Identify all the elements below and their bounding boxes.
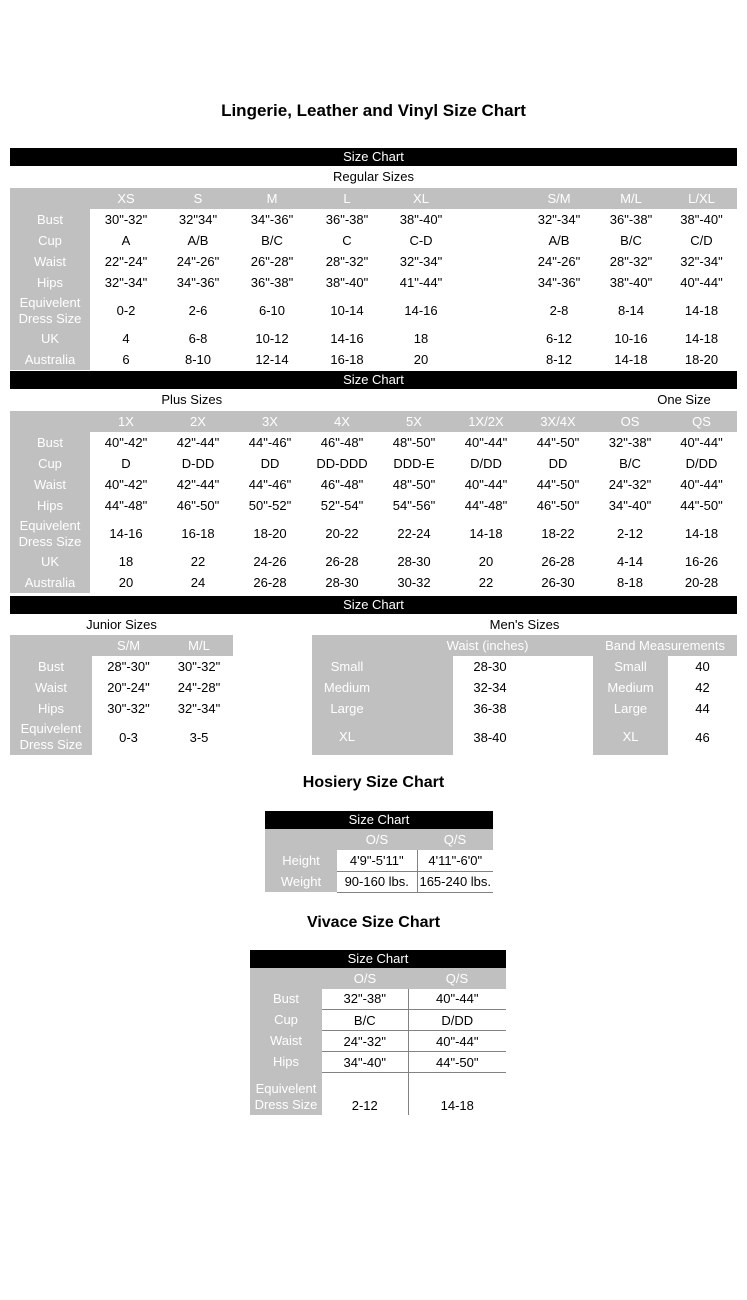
value-cell: 40"-44" [666,272,737,293]
column-header-5: XL [384,188,458,209]
value-cell: 20-28 [666,572,737,593]
row-label: Bust [10,432,90,453]
mens-sizes-title: Men's Sizes [489,617,560,632]
column-header-1: O/S [337,829,417,850]
column-header-3: M [234,188,310,209]
mens-row [312,698,737,719]
value-cell: 20-22 [306,516,378,551]
hosiery-title: Hosiery Size Chart [302,774,445,791]
row-label: Cup [10,230,90,251]
value-cell: 8-12 [522,349,596,370]
value-cell: 40"-44" [450,432,522,453]
filler-cell [382,719,453,755]
row-label: Hips [10,272,90,293]
column-header-3: 3X [234,411,306,432]
row-label: Bust [250,989,322,1010]
row-label: Hips [10,495,90,516]
value-cell: 26-30 [522,572,594,593]
band-value: 46 [668,719,737,755]
size-label: Large [312,698,382,719]
value-cell: 38"-40" [596,272,666,293]
value-cell: 32"-34" [666,251,737,272]
value-cell: DD [522,453,594,474]
plus-row [10,495,737,516]
value-cell: 10-16 [596,328,666,349]
value-cell: 44"-48" [90,495,162,516]
plus-row [10,551,737,572]
value-cell: 34"-40" [594,495,666,516]
value-cell: B/C [234,230,310,251]
filler-cell [527,677,593,698]
vivace-row [250,989,506,1010]
regular-sizes-label: Regular Sizes [333,169,414,184]
value-cell: 26-28 [306,551,378,572]
value-cell: 28"-32" [596,251,666,272]
column-header-2: M/L [165,635,233,656]
value-cell: 4'9"-5'11" [337,850,417,871]
value-cell: 40"-44" [450,474,522,495]
value-cell: 90-160 lbs. [337,871,417,892]
value-cell: 32"-38" [594,432,666,453]
value-cell: 2-12 [322,1073,408,1115]
value-cell: 24"-26" [162,251,234,272]
value-cell: 40"-44" [408,1031,506,1052]
value-cell: 40"-44" [666,474,737,495]
value-cell: 0-2 [90,293,162,328]
row-label: UK [10,551,90,572]
mens-row [312,677,737,698]
value-cell: 22 [450,572,522,593]
value-cell: 24"-32" [594,474,666,495]
vivace-row [250,1052,506,1073]
waist-header: Waist (inches) [382,635,593,656]
value-cell: 16-18 [162,516,234,551]
value-cell: 32"-34" [522,209,596,230]
filler-cell [527,656,593,677]
value-cell: 40"-42" [90,432,162,453]
value-cell: 20 [90,572,162,593]
value-cell: 54"-56" [378,495,450,516]
column-header-2: Q/S [417,829,493,850]
value-cell: 12-14 [234,349,310,370]
corner-cell [312,635,382,656]
vivace-row [250,1031,506,1052]
mens-row [312,656,737,677]
value-cell [458,272,522,293]
row-label: Bust [10,209,90,230]
value-cell: 34"-36" [162,272,234,293]
value-cell: 30"-32" [90,209,162,230]
column-header-2: S [162,188,234,209]
value-cell: 48"-50" [378,432,450,453]
value-cell: D/DD [408,1010,506,1031]
value-cell: 42"-44" [162,474,234,495]
value-cell: DD [234,453,306,474]
value-cell: 20 [450,551,522,572]
value-cell [458,328,522,349]
vivace-row [250,1073,506,1115]
junior-row [10,698,233,719]
junior-sizes-table [10,635,233,755]
row-label: Equivelent Dress Size [10,516,90,551]
value-cell: A/B [162,230,234,251]
row-label: Height [265,850,337,871]
value-cell [458,293,522,328]
regular-row [10,209,737,230]
size-label: Medium [312,677,382,698]
size-label: Small [312,656,382,677]
value-cell: 8-18 [594,572,666,593]
column-header-2: 2X [162,411,234,432]
row-label: Cup [250,1010,322,1031]
junior-row [10,656,233,677]
value-cell: 165-240 lbs. [417,871,493,892]
value-cell: 32"-34" [384,251,458,272]
value-cell: 46"-50" [162,495,234,516]
regular-row [10,251,737,272]
value-cell: 2-6 [162,293,234,328]
value-cell: 50"-52" [234,495,306,516]
column-header-4: 4X [306,411,378,432]
corner-cell [250,968,322,989]
value-cell: D/DD [450,453,522,474]
column-header-7: 3X/4X [522,411,594,432]
filler-cell [527,719,593,755]
value-cell: 48"-50" [378,474,450,495]
value-cell: 18-20 [666,349,737,370]
value-cell: 41"-44" [384,272,458,293]
value-cell: 38"-40" [310,272,384,293]
value-cell: 6-12 [522,328,596,349]
value-cell: 44"-50" [522,432,594,453]
value-cell: 14-18 [408,1073,506,1115]
value-cell: 30"-32" [92,698,165,719]
value-cell: 18 [384,328,458,349]
value-cell: 40"-42" [90,474,162,495]
value-cell: C-D [384,230,458,251]
value-cell: 44"-50" [408,1052,506,1073]
row-label: Hips [10,698,92,719]
filler-cell [382,698,453,719]
value-cell: 6-10 [234,293,310,328]
value-cell: 24 [162,572,234,593]
value-cell: 32"-38" [322,989,408,1010]
column-header-2: Q/S [408,968,506,989]
value-cell: 40"-44" [408,989,506,1010]
plus-row [10,453,737,474]
value-cell: 36"-38" [596,209,666,230]
value-cell: 34"-40" [322,1052,408,1073]
value-cell: 2-8 [522,293,596,328]
value-cell: 14-18 [666,293,737,328]
value-cell: 18-20 [234,516,306,551]
value-cell: 4'11"-6'0" [417,850,493,871]
value-cell: A [90,230,162,251]
page-title: Lingerie, Leather and Vinyl Size Chart [221,101,526,120]
value-cell: 34"-36" [234,209,310,230]
value-cell: D/DD [666,453,737,474]
value-cell: D [90,453,162,474]
value-cell: 20"-24" [92,677,165,698]
value-cell: 38"-40" [384,209,458,230]
junior-sizes-block [10,614,233,755]
value-cell: 16-18 [310,349,384,370]
column-header-8: OS [594,411,666,432]
plus-row [10,432,737,453]
mens-row [312,719,737,755]
mens-header-row [312,635,737,656]
value-cell: 2-12 [594,516,666,551]
value-cell: 28"-32" [310,251,384,272]
band-size-label: Medium [593,677,668,698]
plus-row [10,516,737,551]
band-size-label: XL [593,719,668,755]
value-cell: 44"-50" [666,495,737,516]
value-cell: 22-24 [378,516,450,551]
value-cell: 28-30 [378,551,450,572]
value-cell: 36"-38" [234,272,310,293]
value-cell: DD-DDD [306,453,378,474]
row-label: Australia [10,349,90,370]
value-cell: 18-22 [522,516,594,551]
value-cell: 44"-48" [450,495,522,516]
plus-header-row [10,411,737,432]
value-cell: D-DD [162,453,234,474]
regular-row [10,272,737,293]
value-cell: 8-14 [596,293,666,328]
value-cell: 4-14 [594,551,666,572]
value-cell: C/D [666,230,737,251]
hosiery-size-table [265,829,493,893]
waist-value: 28-30 [453,656,527,677]
value-cell: 22 [162,551,234,572]
value-cell: 10-12 [234,328,310,349]
value-cell: 20 [384,349,458,370]
row-label: Waist [10,251,90,272]
regular-row [10,230,737,251]
value-cell: 3-5 [165,719,233,755]
junior-row [10,719,233,755]
regular-header-row [10,188,737,209]
plus-row [10,474,737,495]
value-cell: 38"-40" [666,209,737,230]
regular-row [10,293,737,328]
value-cell [458,209,522,230]
value-cell: 36"-38" [310,209,384,230]
value-cell: A/B [522,230,596,251]
value-cell: 4 [90,328,162,349]
value-cell: 8-10 [162,349,234,370]
value-cell: 28"-30" [92,656,165,677]
value-cell [458,349,522,370]
hosiery-row [265,850,493,871]
junior-header-row [10,635,233,656]
value-cell: 30-32 [378,572,450,593]
row-label: Waist [10,474,90,495]
band-value: 42 [668,677,737,698]
value-cell: B/C [594,453,666,474]
waist-value: 36-38 [453,698,527,719]
size-chart-bar: Size Chart [250,950,506,968]
band-size-label: Small [593,656,668,677]
hosiery-row [265,871,493,892]
size-label: XL [312,719,382,755]
column-header-1: 1X [90,411,162,432]
row-label: Hips [250,1052,322,1073]
column-header-8: M/L [596,188,666,209]
column-header-1: XS [90,188,162,209]
value-cell: 0-3 [92,719,165,755]
plus-sizes-table [10,411,737,593]
band-value: 40 [668,656,737,677]
value-cell: 24"-28" [165,677,233,698]
value-cell: 30"-32" [165,656,233,677]
hosiery-header-row [265,829,493,850]
value-cell: 22"-24" [90,251,162,272]
row-label: Equivelent Dress Size [250,1073,322,1115]
value-cell: 14-18 [596,349,666,370]
corner-cell [265,829,337,850]
value-cell: 32"-34" [165,698,233,719]
value-cell: 10-14 [310,293,384,328]
plus-one-size-labels [10,389,737,411]
value-cell: 14-16 [384,293,458,328]
value-cell: 40"-44" [666,432,737,453]
size-chart-bar: Size Chart [10,596,737,614]
value-cell: 32"-34" [90,272,162,293]
waist-value: 32-34 [453,677,527,698]
size-chart-bar: Size Chart [10,148,737,166]
vivace-header-row [250,968,506,989]
value-cell: DDD-E [378,453,450,474]
value-cell: 6 [90,349,162,370]
value-cell: 6-8 [162,328,234,349]
junior-mens-section [10,614,737,755]
row-label: Cup [10,453,90,474]
row-label: UK [10,328,90,349]
column-header-4: L [310,188,384,209]
band-header: Band Measurements [593,635,737,656]
row-label: Waist [10,677,92,698]
size-chart-bar: Size Chart [265,811,493,829]
value-cell: 14-18 [666,328,737,349]
plus-sizes-label: Plus Sizes [161,392,223,407]
value-cell: 44"-46" [234,432,306,453]
value-cell: 14-18 [450,516,522,551]
one-size-label: One Size [657,392,711,407]
value-cell: 26"-28" [234,251,310,272]
value-cell: 18 [90,551,162,572]
column-header-6 [458,188,522,209]
value-cell: 34"-36" [522,272,596,293]
value-cell [458,230,522,251]
row-label: Equivelent Dress Size [10,719,92,755]
value-cell: C [310,230,384,251]
filler-cell [382,677,453,698]
value-cell: 44"-50" [522,474,594,495]
row-label: Waist [250,1031,322,1052]
vivace-size-table [250,968,506,1115]
value-cell: 14-16 [310,328,384,349]
row-label: Weight [265,871,337,892]
plus-row [10,572,737,593]
band-size-label: Large [593,698,668,719]
value-cell: 24"-26" [522,251,596,272]
band-value: 44 [668,698,737,719]
corner-cell [10,188,90,209]
value-cell: 32"34" [162,209,234,230]
value-cell: 52"-54" [306,495,378,516]
column-header-9: QS [666,411,737,432]
value-cell: 42"-44" [162,432,234,453]
value-cell: 16-26 [666,551,737,572]
value-cell: 46"-48" [306,432,378,453]
size-chart-bar: Size Chart [10,371,737,389]
row-label: Bust [10,656,92,677]
value-cell: 14-16 [90,516,162,551]
column-header-1: S/M [92,635,165,656]
corner-cell [10,635,92,656]
junior-sizes-title: Junior Sizes [86,617,157,632]
size-chart-page [0,100,747,1115]
mens-sizes-block [312,614,737,755]
corner-cell [10,411,90,432]
filler-cell [382,656,453,677]
value-cell: 46"-50" [522,495,594,516]
value-cell: 26-28 [234,572,306,593]
vivace-row [250,1010,506,1031]
column-header-6: 1X/2X [450,411,522,432]
row-label: Australia [10,572,90,593]
value-cell: 44"-46" [234,474,306,495]
value-cell: 24"-32" [322,1031,408,1052]
regular-sizes-table [10,188,737,370]
value-cell: 28-30 [306,572,378,593]
filler-cell [527,698,593,719]
column-header-5: 5X [378,411,450,432]
value-cell: 24-26 [234,551,306,572]
row-label: Equivelent Dress Size [10,293,90,328]
value-cell [458,251,522,272]
column-header-9: L/XL [666,188,737,209]
column-header-1: O/S [322,968,408,989]
mens-sizes-table [312,635,737,755]
vivace-title: Vivace Size Chart [306,913,441,931]
value-cell: 14-18 [666,516,737,551]
regular-row [10,328,737,349]
column-header-7: S/M [522,188,596,209]
junior-row [10,677,233,698]
value-cell: 46"-48" [306,474,378,495]
value-cell: B/C [322,1010,408,1031]
waist-value: 38-40 [453,719,527,755]
regular-row [10,349,737,370]
value-cell: B/C [596,230,666,251]
value-cell: 26-28 [522,551,594,572]
